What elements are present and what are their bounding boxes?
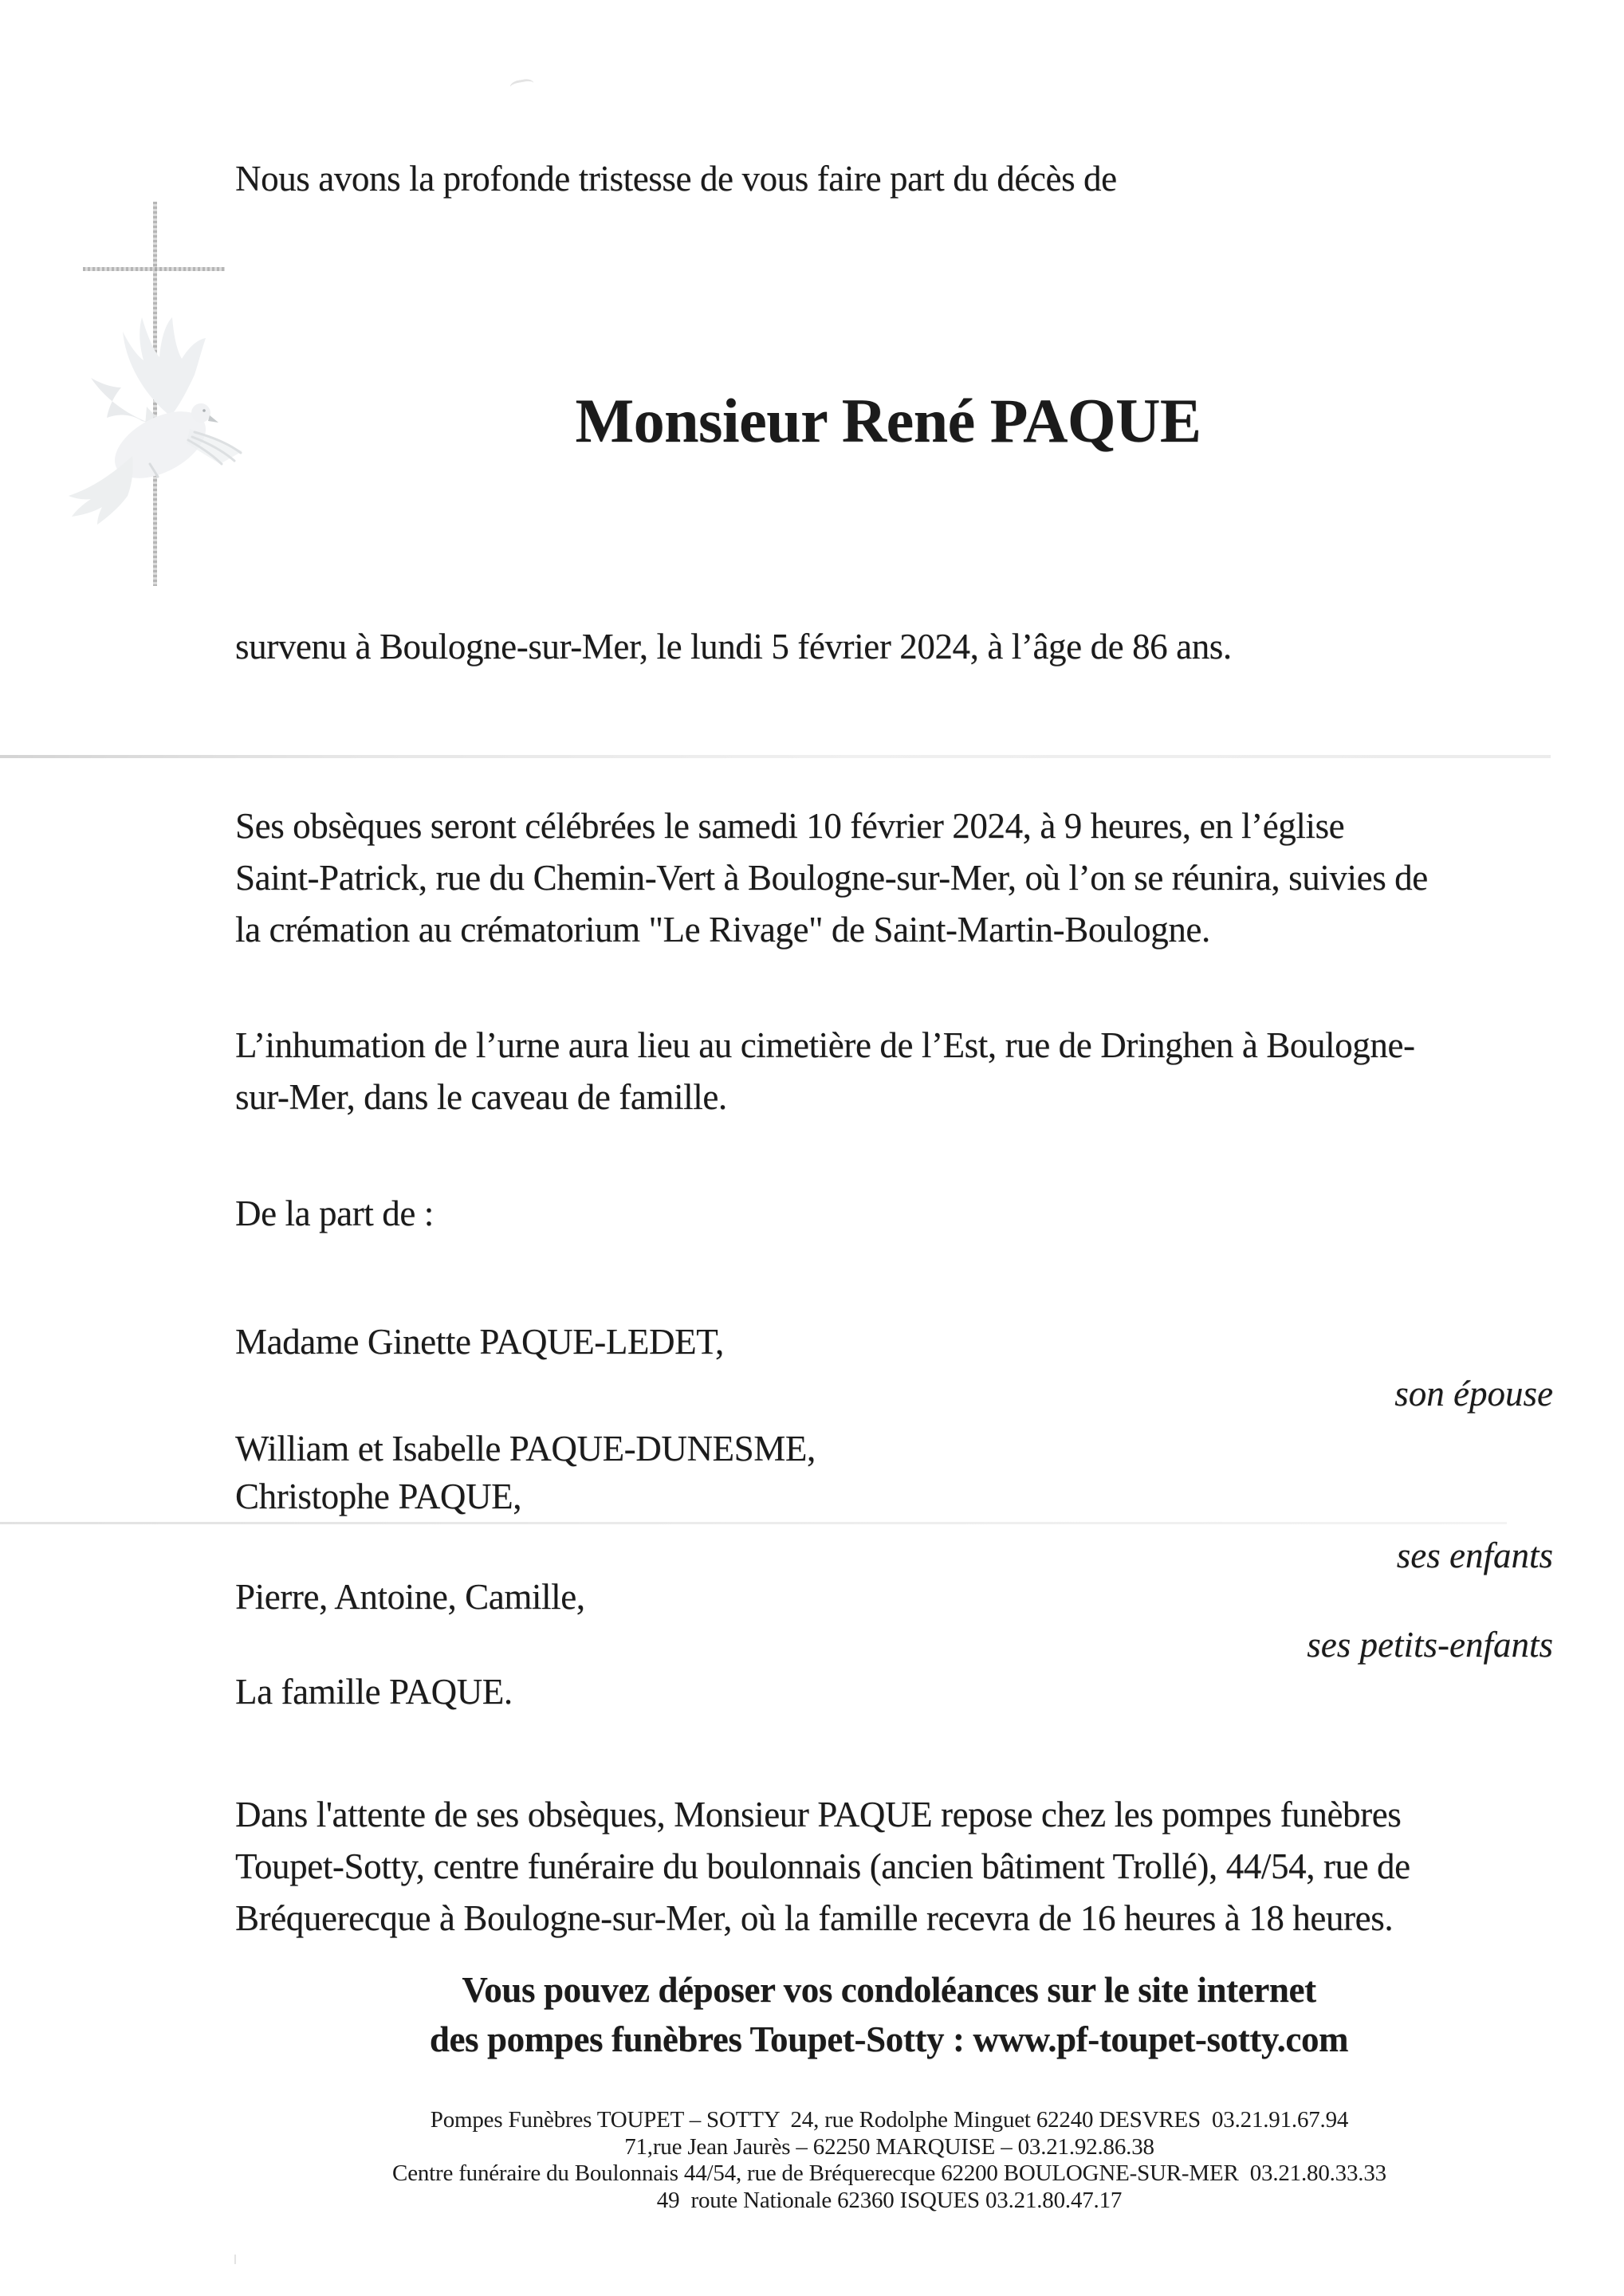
death-date-line: survenu à Boulogne-sur-Mer, le lundi 5 février 2024, à l’âge de 86 ans.: [235, 627, 1232, 666]
family-name-wife: Madame Ginette PAQUE-LEDET,: [235, 1322, 724, 1362]
condolences-website-line: des pompes funèbres Toupet-Sotty : www.pf-toupet-sotty.com: [429, 2019, 1349, 2059]
footer-address-line: 71,rue Jean Jaurès – 62250 MARQUISE – 03.21.92.86.38: [624, 2133, 1154, 2160]
funeral-line: Ses obsèques seront célébrées le samedi 10 février 2024, à 9 heures, en l’église: [235, 806, 1345, 846]
funeral-home-footer: [142, 2107, 1624, 2214]
condolences-block: [235, 1965, 1543, 2064]
family-name-children-1: William et Isabelle PAQUE-DUNESME,: [235, 1429, 816, 1468]
funeral-line: Saint-Patrick, rue du Chemin-Vert à Boulogne-sur-Mer, où l’on se réunira, suivies de: [235, 858, 1428, 898]
relation-wife: son épouse: [1394, 1374, 1553, 1413]
footer-address-line: Centre funéraire du Boulonnais 44/54, rue de Bréquerecque 62200 BOULOGNE-SUR-MER 03.21.80.33.33: [392, 2160, 1386, 2186]
family-name-family: La famille PAQUE.: [235, 1672, 513, 1712]
repose-line: Bréquerecque à Boulogne-sur-Mer, où la famille recevra de 16 heures à 18 heures.: [235, 1898, 1394, 1938]
scan-divider-1: [0, 755, 1551, 758]
funeral-paragraph: [235, 800, 1541, 956]
scan-tick: [234, 2255, 236, 2264]
burial-paragraph: [235, 1020, 1541, 1123]
intro-line: Nous avons la profonde tristesse de vous faire part du décès de: [235, 159, 1117, 199]
repose-line: Toupet-Sotty, centre funéraire du boulonnais (ancien bâtiment Trollé), 44/54, rue de: [235, 1846, 1410, 1886]
footer-address-line: Pompes Funèbres TOUPET – SOTTY 24, rue Rodolphe Minguet 62240 DESVRES 03.21.91.67.94: [430, 2107, 1349, 2133]
from-label: De la part de :: [235, 1193, 434, 1233]
repose-line: Dans l'attente de ses obsèques, Monsieur PAQUE repose chez les pompes funèbres: [235, 1795, 1402, 1834]
burial-line: L’inhumation de l’urne aura lieu au cimetière de l’Est, rue de Dringhen à Boulogne-: [235, 1025, 1415, 1065]
footer-address-line: 49 route Nationale 62360 ISQUES 03.21.80.47.17: [656, 2187, 1123, 2213]
relation-children: ses enfants: [1396, 1535, 1553, 1575]
family-name-grandchildren: Pierre, Antoine, Camille,: [235, 1577, 585, 1617]
dove-icon: [53, 311, 244, 526]
burial-line: sur-Mer, dans le caveau de famille.: [235, 1077, 727, 1117]
deceased-name: Monsieur René PAQUE: [575, 386, 1201, 455]
relation-grandchildren: ses petits-enfants: [1307, 1625, 1553, 1665]
family-name-children-2: Christophe PAQUE,: [235, 1476, 522, 1516]
cross-icon-bar: [83, 267, 225, 271]
condolences-line: Vous pouvez déposer vos condoléances sur le site internet: [462, 1970, 1316, 2010]
scan-divider-2: [0, 1522, 1507, 1524]
funeral-line: la crémation au crématorium "Le Rivage" de Saint-Martin-Boulogne.: [235, 910, 1210, 949]
scan-smudge: [509, 78, 535, 96]
repose-paragraph: [235, 1789, 1541, 1944]
